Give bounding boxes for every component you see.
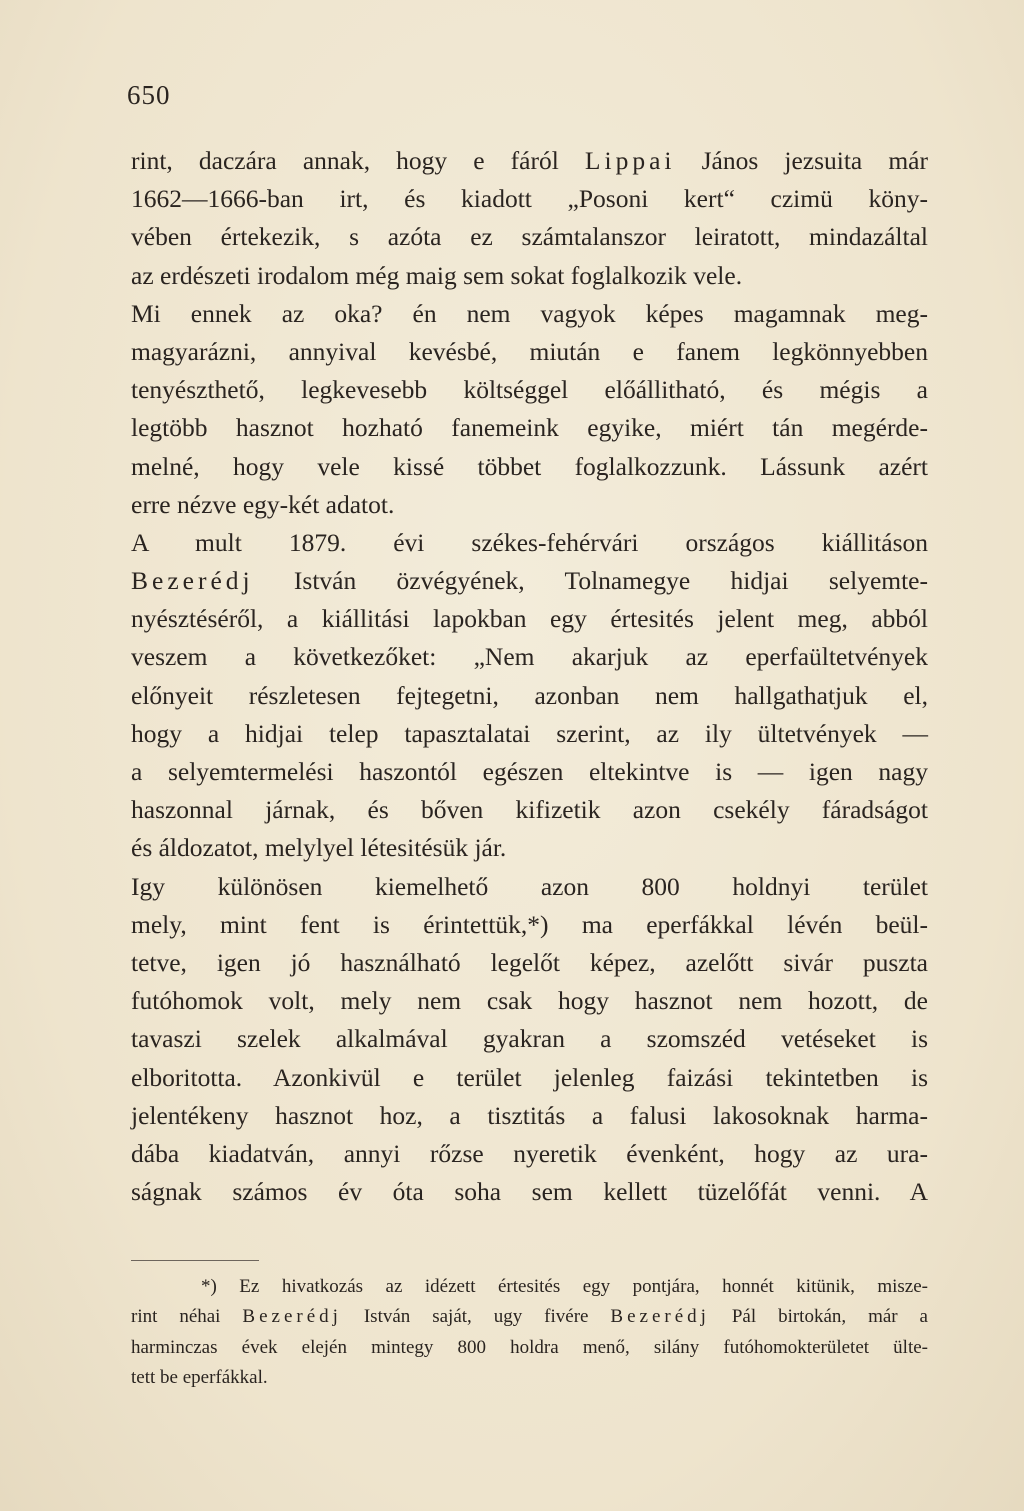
body-line: A mult 1879. évi székes-fehérvári országos kiállitáson xyxy=(131,527,928,557)
body-line: futóhomok volt, mely nem csak hogy hasznot nem hozott, de xyxy=(131,986,928,1016)
body-line: ságnak számos év óta soha sem kellett tüzelőfát venni. A xyxy=(131,1177,928,1207)
body-line: magyarázni, annyival kevésbé, miután e fanem legkönnyebben xyxy=(131,336,928,366)
body-line: Igy különösen kiemelhető azon 800 holdnyi terület xyxy=(131,871,928,901)
body-line: jelentékeny hasznot hoz, a tisztitás a falusi lakosoknak harma- xyxy=(131,1100,928,1130)
spaced-name: Bezerédj xyxy=(610,1306,710,1328)
body-line: tetve, igen jó használható legelőt képez, azelőtt sivár puszta xyxy=(131,947,928,977)
footnote-line: tett be eperfákkal. xyxy=(131,1367,268,1389)
body-line: Bezerédj István özvégyének, Tolnamegye hidjai selyemte- xyxy=(131,566,928,596)
spaced-name: Bezerédj xyxy=(131,566,254,596)
body-line: legtöbb hasznot hozható fanemeink egyike, miért tán megérde- xyxy=(131,413,928,443)
body-line: előnyeit részletesen fejtegetni, azonban nem hallgathatjuk el, xyxy=(131,680,928,710)
page-number: 650 xyxy=(127,80,171,110)
body-line: haszonnal járnak, és bőven kifizetik azon csekély fáradságot xyxy=(131,795,928,825)
body-text xyxy=(131,142,928,1211)
body-line: vében értekezik, s azóta ez számtalanszor leiratott, mindazáltal xyxy=(131,222,928,252)
body-line: hogy a hidjai telep tapasztalatai szerint, az ily ültetvények — xyxy=(131,718,928,748)
body-line: Mi ennek az oka? én nem vagyok képes magamnak meg- xyxy=(131,298,928,328)
body-line: melné, hogy vele kissé többet foglalkozzunk. Lássunk azért xyxy=(131,451,928,481)
spaced-name: Lippai xyxy=(584,146,676,175)
body-line: tavaszi szelek alkalmával gyakran a szomszéd vetéseket is xyxy=(131,1024,928,1054)
body-line: veszem a következőket: „Nem akarjuk az eperfaültetvények xyxy=(131,642,928,672)
body-line: 1662—1666-ban irt, és kiadott „Posoni kert“ czimü köny- xyxy=(131,184,928,214)
footnote-line: rint néhai Bezerédj István saját, ugy fivére Bezerédj Pál birtokán, már a xyxy=(131,1306,928,1328)
body-line: elboritotta. Azonkivül e terület jelenleg faizási tekintetben is xyxy=(131,1062,928,1092)
footnote-separator xyxy=(131,1260,259,1261)
body-line: mely, mint fent is érintettük,*) ma eperfákkal lévén beül- xyxy=(131,909,928,939)
body-line: dába kiadatván, annyi rőzse nyeretik évenként, hogy az ura- xyxy=(131,1138,928,1168)
body-line: rint, daczára annak, hogy e fáról Lippai János jezsuita már xyxy=(131,146,928,175)
footnote xyxy=(131,1272,928,1394)
body-line: az erdészeti irodalom még maig sem sokat foglalkozik vele. xyxy=(131,260,743,290)
body-line: és áldozatot, melylyel létesitésük jár. xyxy=(131,833,507,863)
body-line: nyésztéséről, a kiállitási lapokban egy értesités jelent meg, abból xyxy=(131,604,928,634)
footnote-line: harminczas évek elején mintegy 800 holdra menő, silány futóhomokterületet ülte- xyxy=(131,1336,928,1358)
footnote-line: *) Ez hivatkozás az idézett értesités egy pontjára, honnét kitünik, misze- xyxy=(201,1276,928,1297)
body-line: erre nézve egy-két adatot. xyxy=(131,489,395,519)
body-line: a selyemtermelési haszontól egészen eltekintve is — igen nagy xyxy=(131,757,928,786)
body-line: tenyészthető, legkevesebb költséggel előállitható, és mégis a xyxy=(131,375,928,405)
spaced-name: Bezerédj xyxy=(242,1306,342,1328)
